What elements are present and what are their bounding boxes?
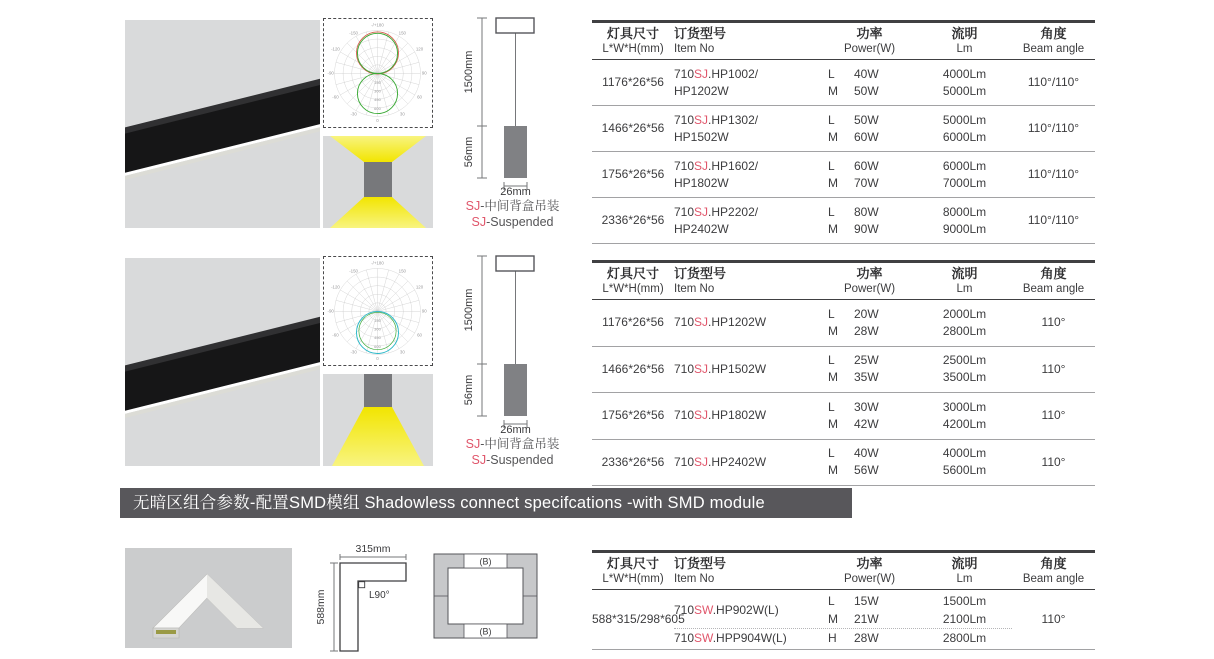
item-line2: HP2402W	[674, 221, 729, 236]
angle-cell: 110°	[1041, 408, 1066, 423]
l-shape-drawing	[310, 543, 410, 655]
svg-text:0: 0	[376, 118, 379, 124]
col-lumen: 流明 Lm	[951, 26, 978, 55]
item-line1: 710SJ.HP1202W	[674, 315, 767, 330]
item-cell	[674, 407, 822, 424]
col-size: 灯具尺寸 L*W*H(mm)	[602, 556, 664, 585]
col-power: 功率 Power(W)	[843, 556, 896, 585]
item-cell: 710SW.HP902W(L)	[674, 602, 779, 617]
size-cell: 1466*26*56	[601, 121, 665, 135]
col-size: 灯具尺寸 L*W*H(mm)	[602, 266, 664, 295]
item-cell	[674, 314, 822, 331]
l-outline	[340, 563, 406, 651]
note-cn: SJ-中间背盒吊装	[465, 199, 560, 213]
size-cell: 588*315/298*605	[592, 612, 685, 626]
angle-cell: 110°	[1041, 454, 1066, 469]
angle-cell: 110°	[1041, 361, 1066, 376]
polar-chart-updown	[324, 19, 431, 126]
svg-text:450: 450	[374, 97, 381, 103]
beam-updown	[323, 136, 433, 228]
angle-cell: 110°/110°	[1027, 121, 1080, 135]
section-banner: 无暗区组合参数-配置SMD模组 Shadowless connect specifcations -with SMD module	[120, 488, 852, 518]
size-cell: 2336*26*56	[601, 213, 665, 227]
item-cell	[674, 66, 822, 100]
table-header	[592, 260, 1095, 300]
spec-table-corner	[592, 550, 1095, 650]
svg-text:90: 90	[421, 70, 427, 76]
corner-fixture-photo	[125, 548, 292, 648]
polar-radial-labels	[374, 318, 381, 349]
beam-graphic-updown	[323, 136, 433, 228]
power-letters: L M	[828, 66, 838, 98]
svg-text:150: 150	[374, 79, 381, 85]
power-values: 50W 60W	[854, 112, 879, 144]
svg-text:-60: -60	[332, 94, 339, 100]
table-row	[592, 347, 1095, 394]
width-dim-label: 26mm	[500, 424, 531, 434]
fixture-profile	[364, 162, 392, 197]
lumen-cell: 2500Lm 3500Lm	[942, 353, 987, 385]
power-letters: L M	[828, 158, 838, 190]
svg-text:-120: -120	[331, 284, 340, 290]
frame-inner	[448, 568, 523, 624]
size-cell: 1756*26*56	[601, 408, 665, 423]
col-size: 灯具尺寸 L*W*H(mm)	[602, 26, 664, 55]
lumen-cell: 6000Lm 7000Lm	[942, 158, 987, 190]
polar-radial-labels	[374, 80, 381, 111]
angle-cell: 110°	[1041, 612, 1066, 626]
item-line1: 710SJ.HP1502W	[674, 361, 767, 376]
power-values: 30W 42W	[854, 399, 879, 431]
height-label: 588mm	[315, 589, 327, 625]
lumen-cell: 5000Lm 6000Lm	[942, 112, 987, 144]
height-dim-label: 56mm	[463, 136, 475, 168]
ceiling-box	[496, 256, 534, 271]
svg-text:150: 150	[398, 268, 406, 274]
col-power: 功率 Power(W)	[843, 266, 896, 295]
size-cell: 1756*26*56	[601, 167, 665, 181]
svg-text:0: 0	[376, 356, 379, 362]
frame-diagram	[428, 550, 543, 642]
suspension-note-2	[430, 436, 595, 468]
angle-cell: 110°/110°	[1027, 167, 1080, 181]
col-lumen: 流明 Lm	[951, 266, 978, 295]
item-cell: 710SW.HPP904W(L)	[674, 630, 787, 645]
ceiling-box	[496, 18, 534, 33]
svg-text:300: 300	[374, 326, 381, 332]
item-line2: HP1202W	[674, 83, 729, 98]
power-letters: L M	[828, 306, 838, 338]
power-letters: L M	[828, 112, 838, 144]
lumen-cell: 3000Lm 4200Lm	[942, 399, 987, 431]
fixture-profile	[364, 374, 392, 407]
angle-cell: 110°/110°	[1027, 213, 1080, 227]
svg-text:-/+180: -/+180	[371, 22, 384, 28]
svg-text:600: 600	[374, 105, 381, 111]
variant-902	[674, 592, 1012, 628]
end-cap-led	[156, 630, 176, 634]
spec-table-down	[592, 260, 1095, 486]
col-lumen: 流明 Lm	[951, 556, 978, 585]
item-line1: 710SJ.HP1602/	[674, 158, 759, 173]
item-line1: 710SJ.HP1302/	[674, 112, 759, 127]
item-cell	[674, 361, 822, 378]
size-cell: 1466*26*56	[601, 361, 665, 376]
power-values: 80W 90W	[854, 204, 879, 236]
b-label-top: (B)	[479, 556, 492, 567]
power-letters: H	[828, 631, 837, 645]
drop-dim-label: 1500mm	[463, 288, 475, 332]
lumen-cell: 4000Lm 5000Lm	[942, 66, 987, 98]
angle-label: L90°	[369, 590, 390, 601]
power-values: 40W 50W	[854, 66, 879, 98]
corner-fixture	[125, 548, 292, 648]
power-letters: L M	[828, 399, 838, 431]
item-line1: 710SJ.HP2202/	[674, 204, 759, 219]
power-letters: L M	[828, 446, 838, 478]
item-line1: 710SJ.HP1802W	[674, 408, 767, 423]
svg-text:-30: -30	[350, 349, 357, 355]
item-cell	[674, 158, 822, 192]
svg-text:30: 30	[399, 349, 405, 355]
col-angle: 角度 Beam angle	[1022, 556, 1085, 585]
col-item: 订货型号 Item No	[674, 266, 727, 295]
beam-graphic-down	[323, 374, 433, 466]
fixture-body	[504, 364, 527, 416]
corner-dimension-drawing	[310, 543, 410, 659]
polar-diagram-updown	[323, 18, 433, 128]
suspension-drawing	[452, 252, 572, 434]
b-label-bottom: (B)	[479, 626, 492, 637]
svg-text:600: 600	[374, 343, 381, 349]
svg-text:30: 30	[399, 111, 405, 117]
size-cell: 1176*26*56	[602, 75, 664, 89]
product-photo-updown	[125, 20, 320, 228]
svg-text:-90: -90	[327, 308, 334, 314]
svg-text:-150: -150	[349, 30, 358, 36]
dimension-drawing-2	[452, 252, 572, 439]
item-line1: 710SJ.HP1002/	[674, 66, 759, 81]
angle-cell: 110°	[1041, 315, 1066, 330]
item-line2: HP1502W	[674, 129, 729, 144]
col-item: 订货型号 Item No	[674, 556, 727, 585]
note-cn: SJ-中间背盒吊装	[465, 437, 560, 451]
size-cell: 2336*26*56	[601, 454, 665, 469]
lumen-cell: 4000Lm 5600Lm	[942, 446, 987, 478]
lumen-cell: 8000Lm 9000Lm	[942, 204, 987, 236]
svg-text:150: 150	[398, 30, 406, 36]
item-power-lumen-block	[674, 592, 1012, 647]
svg-text:60: 60	[417, 94, 422, 100]
item-cell	[674, 204, 822, 238]
svg-text:450: 450	[374, 335, 381, 341]
item-cell	[674, 112, 822, 146]
lumen-cell: 1500Lm 2100Lm	[942, 594, 987, 626]
lumen-cell: 2000Lm 2800Lm	[942, 306, 987, 338]
table-row	[592, 393, 1095, 440]
note-en: SJ-Suspended	[471, 453, 554, 467]
svg-text:300: 300	[374, 88, 381, 94]
drop-dim-label: 1500mm	[463, 50, 475, 94]
size-cell: 1176*26*56	[602, 315, 664, 330]
table-row	[592, 300, 1095, 347]
fixture-body	[504, 126, 527, 178]
connection-diagram	[428, 550, 543, 647]
table-row	[592, 106, 1095, 152]
svg-text:-/+180: -/+180	[371, 260, 384, 266]
col-angle: 角度 Beam angle	[1022, 266, 1085, 295]
note-en: SJ-Suspended	[471, 215, 554, 229]
power-letters: L M	[828, 353, 838, 385]
power-values: 25W 35W	[854, 353, 879, 385]
beam-down-only	[323, 374, 433, 466]
spec-table-updown	[592, 20, 1095, 244]
suspension-drawing	[452, 14, 572, 196]
svg-text:-90: -90	[327, 70, 334, 76]
power-values: 60W 70W	[854, 158, 879, 190]
polar-diagram-down	[323, 256, 433, 366]
table-header	[592, 20, 1095, 60]
svg-text:-150: -150	[349, 268, 358, 274]
svg-text:120: 120	[415, 46, 424, 52]
item-line2: HP1802W	[674, 175, 729, 190]
item-line1: 710SJ.HP2402W	[674, 454, 767, 469]
svg-text:60: 60	[417, 332, 422, 338]
variant-904	[674, 628, 1012, 647]
suspension-note-1	[430, 198, 595, 230]
power-values: 15W 21W	[854, 594, 879, 626]
table-header	[592, 550, 1095, 590]
table-row	[592, 440, 1095, 487]
col-angle: 角度 Beam angle	[1022, 26, 1085, 55]
dimension-drawing-1	[452, 14, 572, 201]
table-row	[592, 198, 1095, 244]
svg-text:-60: -60	[332, 332, 339, 338]
height-dim-label: 56mm	[463, 374, 475, 406]
right-angle-mark	[359, 582, 365, 588]
item-cell	[674, 454, 822, 471]
width-dim-label: 26mm	[500, 186, 531, 196]
table-row	[592, 152, 1095, 198]
svg-text:120: 120	[415, 284, 424, 290]
power-values: 40W 56W	[854, 446, 879, 478]
polar-chart-down	[324, 257, 431, 364]
linear-fixture-photo	[125, 258, 320, 466]
svg-text:-120: -120	[331, 46, 340, 52]
col-item: 订货型号 Item No	[674, 26, 727, 55]
table-row	[592, 60, 1095, 106]
power-values: 20W 28W	[854, 306, 879, 338]
product-photo-down	[125, 258, 320, 466]
col-power: 功率 Power(W)	[843, 26, 896, 55]
svg-text:90: 90	[421, 308, 427, 314]
power-letters: L M	[828, 204, 838, 236]
power-values: 28W	[854, 631, 879, 645]
lumen-cell: 2800Lm	[942, 631, 987, 645]
width-label: 315mm	[355, 543, 391, 555]
linear-fixture-photo	[125, 20, 320, 228]
svg-text:-30: -30	[350, 111, 357, 117]
power-letters: L M	[828, 594, 838, 626]
svg-text:150: 150	[374, 317, 381, 323]
angle-cell: 110°/110°	[1027, 75, 1080, 89]
table-row-group	[592, 590, 1095, 650]
